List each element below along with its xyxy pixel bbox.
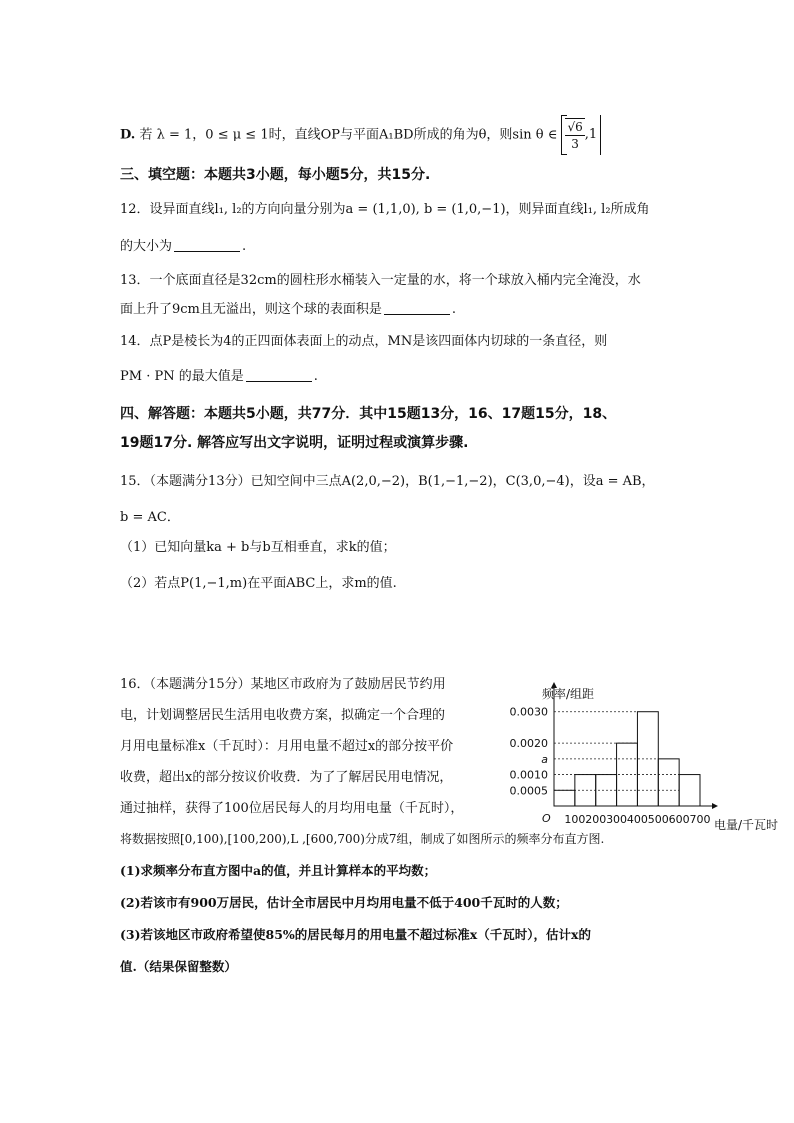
option-d-label: D. bbox=[120, 127, 136, 143]
section-3-title: 三、填空题：本题共3小题，每小题5分，共15分. bbox=[120, 167, 431, 183]
q16-line6: 将数据按照[0,100),[100,200),L ,[600,700)分成7组，制成了如图所示的频率分布直方图. bbox=[120, 832, 605, 846]
q16-line1: 16．（本题满分15分）某地区市政府为了鼓励居民节约用 bbox=[120, 677, 446, 692]
y-tick-label: 0.0010 bbox=[509, 768, 548, 782]
q15-part1: （1）已知向量ka + b与b互相垂直，求k的值； bbox=[120, 540, 396, 555]
origin-label: O bbox=[542, 812, 551, 825]
answer-blank-12 bbox=[174, 237, 240, 252]
section-4-line1: 四、解答题：本题共5小题，共77分．其中15题13分，16、17题15分，18、 bbox=[120, 406, 617, 422]
q16-part1: (1)求频率分布直方图中a的值，并且计算样本的平均数； bbox=[120, 863, 437, 878]
q12-line1: 12．设异面直线l₁, l₂的方向向量分别为a = (1,1,0), b = (1,0,−1)，则异面直线l₁, l₂所成角 bbox=[120, 202, 650, 217]
fraction-denominator: 3 bbox=[571, 136, 579, 151]
q13-prompt: 面上升了9cm且无溢出，则这个球的表面积是 bbox=[120, 302, 382, 317]
q15-line2: b = AC． bbox=[120, 510, 180, 525]
q14-end: . bbox=[313, 369, 318, 384]
section-4-line2: 19题17分. 解答应写出文字说明，证明过程或演算步骤. bbox=[120, 435, 469, 451]
y-tick-label: 0.0005 bbox=[509, 784, 548, 798]
fraction-numerator: √6 bbox=[567, 119, 583, 134]
answer-blank-13 bbox=[384, 300, 450, 315]
answer-blank-14 bbox=[246, 367, 312, 382]
y-tick-label: a bbox=[541, 752, 548, 766]
q16-line5: 通过抽样，获得了100位居民每人的月均用电量（千瓦时）， bbox=[120, 801, 464, 816]
q16-part2: (2)若该市有900万居民，估计全市居民中月均用电量不低于400千瓦时的人数； bbox=[120, 895, 568, 910]
q13-line2 bbox=[120, 300, 456, 320]
q12-prompt: 的大小为 bbox=[120, 239, 173, 254]
x-tick-label: 500 bbox=[647, 813, 669, 826]
q13-line1: 13．一个底面直径是32cm的圆柱形水桶装入一定量的水，将一个球放入桶内完全淹没，水 bbox=[120, 273, 641, 288]
interval-bracket bbox=[561, 115, 601, 155]
x-tick-label: 300 bbox=[606, 813, 628, 826]
y-tick-label: 0.0030 bbox=[509, 705, 548, 719]
x-tick-label: 600 bbox=[668, 813, 690, 826]
q15-line1: 15．（本题满分13分）已知空间中三点A(2,0,−2)，B(1,−1,−2)，C(3,0,−4)，设a = AB， bbox=[120, 474, 655, 489]
histogram-bar bbox=[575, 775, 596, 806]
sqrt6-over-3 bbox=[565, 118, 584, 152]
q16-line4: 收费，超出x的部分按议价收费．为了了解居民用电情况， bbox=[120, 770, 453, 785]
q14-line2 bbox=[120, 367, 318, 387]
q16-line3: 月用电量标准x（千瓦时）：月用电量不超过x的部分按平价 bbox=[120, 739, 454, 754]
x-tick-label: 200 bbox=[585, 813, 607, 826]
histogram-bar bbox=[658, 759, 679, 806]
interval-tail: ,1 bbox=[584, 127, 598, 142]
option-d-text: 若 λ = 1，0 ≤ μ ≤ 1时，直线OP与平面A₁BD所成的角为θ，则sin θ ∈ bbox=[139, 127, 558, 143]
q16-part3: (3)若该地区市政府希望使85%的居民每月的用电量不超过标准x（千瓦时），估计x的 bbox=[120, 927, 591, 942]
x-tick-label: 100 bbox=[564, 813, 586, 826]
x-axis-label: 电量/千瓦时 bbox=[714, 818, 779, 832]
histogram-bar bbox=[679, 775, 700, 806]
x-axis-arrow bbox=[712, 803, 718, 809]
q13-end: . bbox=[451, 302, 457, 317]
q15-part2: （2）若点P(1,−1,m)在平面ABC上，求m的值. bbox=[120, 576, 397, 591]
y-tick-label: 0.0020 bbox=[509, 737, 548, 751]
x-tick-label: 700 bbox=[689, 813, 711, 826]
histogram-bar bbox=[554, 790, 575, 806]
q16-part4: 值.（结果保留整数） bbox=[120, 959, 237, 974]
option-d bbox=[120, 115, 601, 155]
y-axis-label: 频率/组距 bbox=[542, 687, 595, 701]
x-tick-label: 400 bbox=[626, 813, 648, 826]
q16-line2: 电，计划调整居民生活用电收费方案，拟确定一个合理的 bbox=[120, 708, 446, 723]
q12-end: . bbox=[242, 239, 247, 254]
q14-prompt: PM · PN 的最大值是 bbox=[120, 369, 244, 384]
q12-line2 bbox=[120, 237, 246, 257]
frequency-histogram bbox=[488, 680, 794, 840]
q14-line1: 14．点P是棱长为4的正四面体表面上的动点，MN是该四面体内切球的一条直径，则 bbox=[120, 334, 608, 349]
